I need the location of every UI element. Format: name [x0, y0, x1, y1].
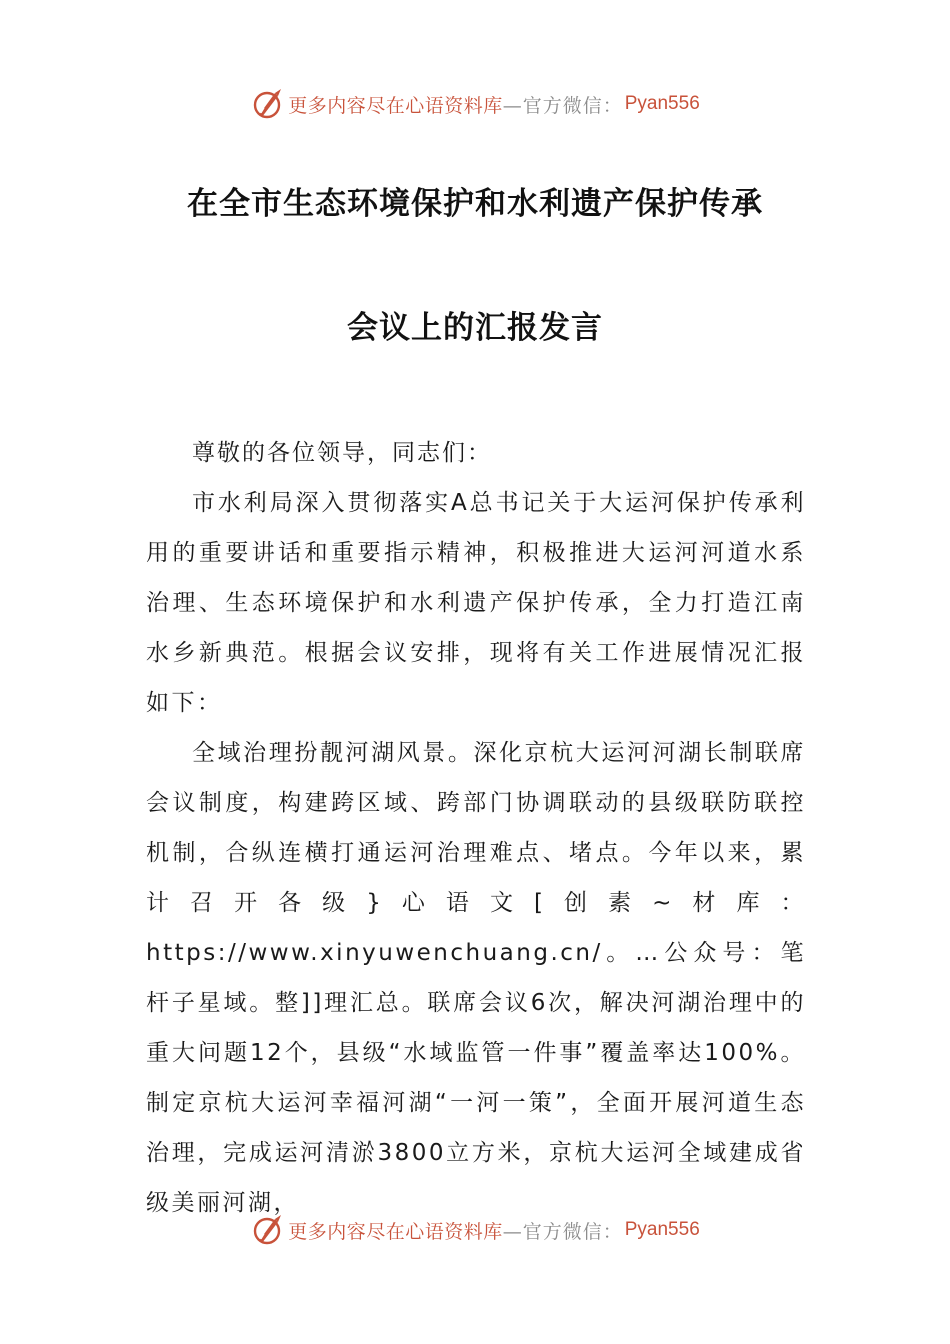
- paragraph-river-governance: 全域治理扮靓河湖风景。深化京杭大运河河湖长制联席会议制度，构建跨区域、跨部门协调联动的县级联防联控机制，合纵连横打通运河治理难点、堵点。今年以来，累计召开各级}心语文[创素~材库：https://www.xinyuwenchuang.cn/。…公众号：笔杆子星域。整]]理汇总。联席会议6次，解决河湖治理中的重大问题12个，县级“水域监管一件事”覆盖率达100%。制定京杭大运河幸福河湖“一河一策”，全面开展河道生态治理，完成运河清淤3800立方米，京杭大运河全域建成省级美丽河湖，: [146, 740, 806, 1216]
- footer-banner: [0, 1208, 950, 1252]
- document-body: [146, 428, 806, 1228]
- quill-pen-icon: [250, 87, 284, 121]
- page-title-line-1: 在全市生态环境保护和水利遗产保护传承: [187, 186, 763, 222]
- header-banner: [0, 82, 950, 126]
- page-title-line-2: 会议上的汇报发言: [347, 310, 603, 346]
- footer-banner-separator: —官方微信：: [502, 1220, 623, 1243]
- paragraph-intro: 市水利局深入贯彻落实A总书记关于大运河保护传承利用的重要讲话和重要指示精神，积极推进大运河河道水系治理、生态环境保护和水利遗产保护传承，全力打造江南水乡新典范。根据会议安排，现将有关工作进展情况汇报如下：: [146, 490, 806, 716]
- banner-text: 更多内容尽在心语资料库: [288, 94, 503, 117]
- banner-wechat-id: Pyan556: [624, 93, 700, 114]
- footer-banner-text: 更多内容尽在心语资料库: [288, 1220, 503, 1243]
- footer-banner-wechat-id: Pyan556: [624, 1219, 700, 1240]
- quill-pen-icon: [250, 1213, 284, 1247]
- banner-separator: —官方微信：: [502, 94, 623, 117]
- salutation: 尊敬的各位领导，同志们：: [192, 440, 492, 466]
